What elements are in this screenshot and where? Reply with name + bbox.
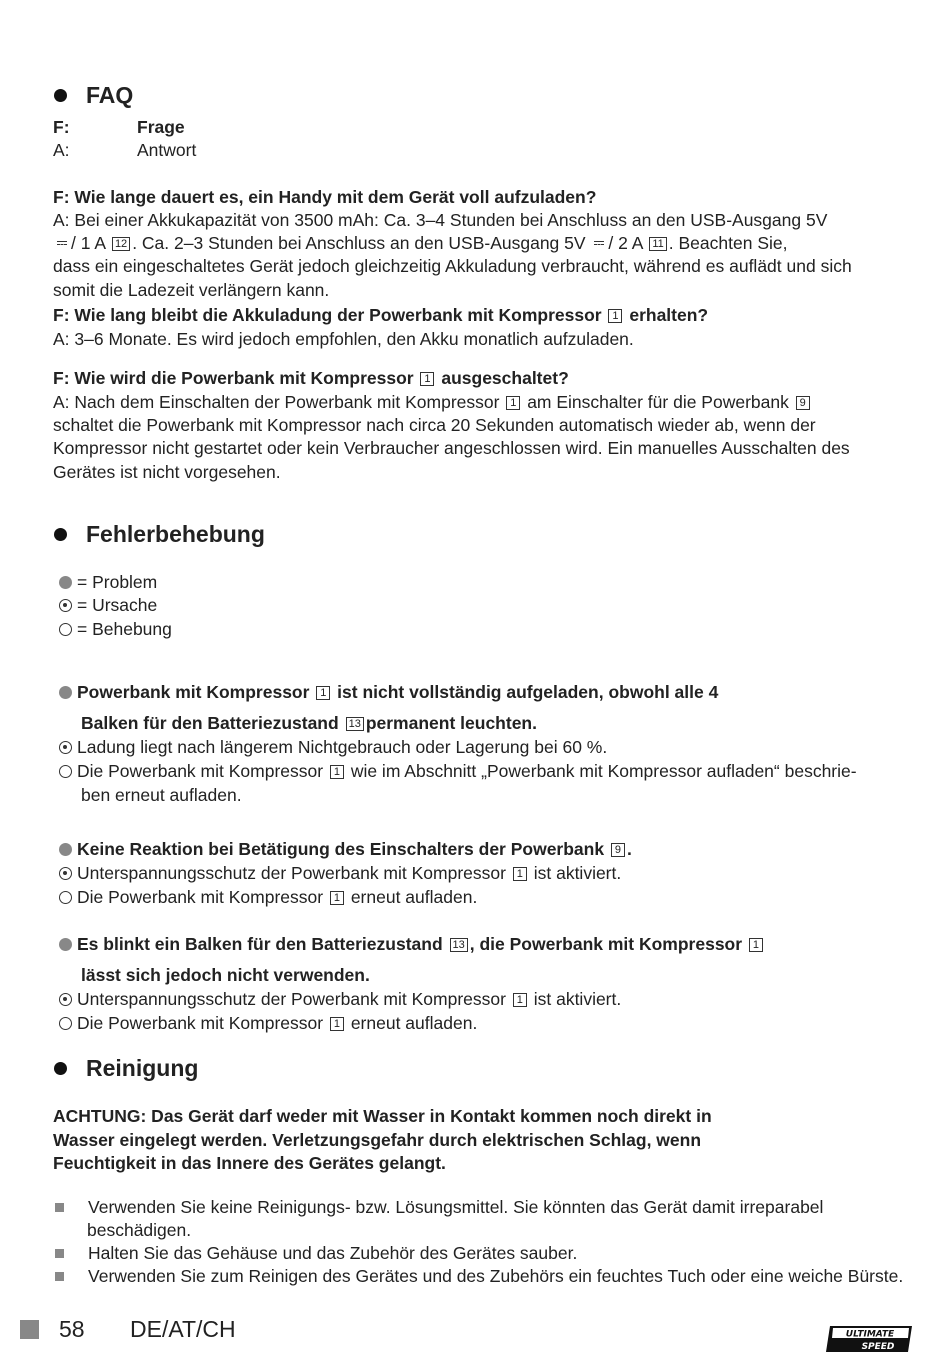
cause-icon	[59, 867, 72, 880]
faq-answer-1-line-3: dass ein eingeschaltetes Gerät jedoch gleichzeitig Akkuladung verbraucht, während es auflädt und sich	[53, 256, 852, 276]
problem-icon	[59, 938, 72, 951]
fix-3: Die Powerbank mit Kompressor 1 erneut aufladen.	[59, 1012, 477, 1035]
cleaning-warning-line-3: Feuchtigkeit in das Innere des Gerätes gelangt.	[53, 1153, 446, 1173]
ref-number: 13	[346, 717, 364, 731]
problem-icon	[59, 843, 72, 856]
ref-number: 1	[330, 891, 344, 905]
problem-icon	[59, 576, 72, 589]
problem-1-cont: Balken für den Batteriezustand 13 permanent leuchten.	[81, 713, 537, 733]
ref-number: 1	[513, 867, 527, 881]
direct-current-icon	[594, 241, 604, 245]
direct-current-icon	[57, 241, 67, 245]
faq-answer-2: A: 3–6 Monate. Es wird jedoch empfohlen, den Akku monatlich aufzuladen.	[53, 329, 634, 349]
faq-question-3: F: Wie wird die Powerbank mit Kompressor 1 ausgeschaltet?	[53, 368, 569, 388]
cause-icon	[59, 993, 72, 1006]
page-number: 58	[59, 1316, 85, 1342]
cause-3: Unterspannungsschutz der Powerbank mit Kompressor 1 ist aktiviert.	[59, 988, 621, 1011]
fix-icon	[59, 765, 72, 778]
faq-answer-3-line-3: Kompressor nicht gestartet oder kein Verbraucher angeschlossen wird. Ein manuelles Ausschalten des	[53, 438, 850, 458]
cause-icon	[59, 741, 72, 754]
faq-answer-1-line-1: A: Bei einer Akkukapazität von 3500 mAh: Ca. 3–4 Stunden bei Anschluss an den USB-Ausgang 5V	[53, 210, 828, 230]
ref-number: 9	[611, 843, 625, 857]
cleaning-warning-line-1: ACHTUNG: Das Gerät darf weder mit Wasser in Kontakt kommen noch direkt in	[53, 1106, 712, 1126]
square-bullet-icon	[55, 1249, 64, 1258]
locale-label: DE/AT/CH	[130, 1316, 236, 1342]
cleaning-item-2: Halten Sie das Gehäuse und das Zubehör des Gerätes sauber.	[55, 1242, 577, 1265]
footer-square-icon	[20, 1320, 39, 1339]
ref-number: 1	[513, 993, 527, 1007]
fix-icon	[59, 1017, 72, 1030]
fix-icon	[59, 623, 72, 636]
ref-number: 1	[316, 686, 330, 700]
square-bullet-icon	[55, 1203, 64, 1212]
ref-number: 11	[649, 237, 666, 251]
ref-number: 1	[330, 765, 344, 779]
fix-1: Die Powerbank mit Kompressor 1 wie im Abschnitt „Powerbank mit Kompressor aufladen“ beschrie-	[59, 760, 857, 783]
cause-1: Ladung liegt nach längerem Nichtgebrauch oder Lagerung bei 60 %.	[59, 736, 607, 759]
ref-number: 1	[749, 938, 763, 952]
faq-question-1: F: Wie lange dauert es, ein Handy mit dem Gerät voll aufzuladen?	[53, 187, 597, 207]
bullet-dot-icon	[54, 528, 67, 541]
ref-number: 13	[450, 938, 468, 952]
ref-number: 1	[420, 372, 434, 386]
cleaning-warning-line-2: Wasser eingelegt werden. Verletzungsgefahr durch elektrischen Schlag, wenn	[53, 1130, 702, 1150]
legend-answer: A: Antwort	[53, 140, 197, 160]
ref-number: 1	[608, 309, 622, 323]
fix-icon	[59, 891, 72, 904]
problem-1: Powerbank mit Kompressor 1 ist nicht vollständig aufgeladen, obwohl alle 4	[59, 681, 718, 704]
legend-cause: = Ursache	[59, 594, 157, 617]
fix-2: Die Powerbank mit Kompressor 1 erneut aufladen.	[59, 886, 477, 909]
faq-answer-3-line-1: A: Nach dem Einschalten der Powerbank mit Kompressor 1 am Einschalter für die Powerbank 9	[53, 391, 812, 414]
ref-number: 12	[112, 237, 130, 251]
cleaning-item-1-cont: beschädigen.	[87, 1220, 192, 1240]
problem-3-cont: lässt sich jedoch nicht verwenden.	[81, 965, 370, 985]
cleaning-heading: Reinigung	[54, 1055, 198, 1082]
bullet-dot-icon	[54, 89, 67, 102]
troubleshooting-heading: Fehlerbehebung	[54, 521, 265, 548]
legend-problem: = Problem	[59, 571, 157, 594]
fix-1-cont: ben erneut aufladen.	[81, 785, 242, 805]
svg-text:ULTIMATE: ULTIMATE	[845, 1329, 895, 1340]
bullet-dot-icon	[54, 1062, 67, 1075]
ref-number: 1	[506, 396, 520, 410]
svg-text:SPEED: SPEED	[861, 1342, 895, 1352]
faq-heading: FAQ	[54, 82, 133, 109]
legend-question: F: Frage	[53, 117, 185, 137]
ref-number: 1	[330, 1017, 344, 1031]
legend-fix: = Behebung	[59, 618, 172, 641]
faq-answer-3-line-4: Gerätes ist nicht vorgesehen.	[53, 462, 281, 482]
cleaning-item-3: Verwenden Sie zum Reinigen des Gerätes und des Zubehörs ein feuchtes Tuch oder eine weiche Bürste.	[55, 1265, 903, 1288]
faq-answer-1-line-2: / 1 A 12 . Ca. 2–3 Stunden bei Anschluss an den USB-Ausgang 5V / 2 A 11 . Beachten Sie,	[53, 232, 787, 255]
problem-2: Keine Reaktion bei Betätigung des Einschalters der Powerbank 9 .	[59, 838, 632, 861]
cleaning-item-1: Verwenden Sie keine Reinigungs- bzw. Lösungsmittel. Sie könnten das Gerät damit irreparabel	[55, 1196, 823, 1219]
faq-question-2: F: Wie lang bleibt die Akkuladung der Powerbank mit Kompressor 1 erhalten?	[53, 305, 709, 325]
problem-3: Es blinkt ein Balken für den Batteriezustand 13 , die Powerbank mit Kompressor 1	[59, 933, 765, 956]
problem-icon	[59, 686, 72, 699]
cause-icon	[59, 599, 72, 612]
brand-logo	[826, 1325, 912, 1353]
square-bullet-icon	[55, 1272, 64, 1281]
ref-number: 9	[796, 396, 810, 410]
faq-answer-3-line-2: schaltet die Powerbank mit Kompressor nach circa 20 Sekunden automatisch wieder ab, wenn der	[53, 415, 816, 435]
faq-answer-1-line-4: somit die Ladezeit verlängern kann.	[53, 280, 330, 300]
cause-2: Unterspannungsschutz der Powerbank mit Kompressor 1 ist aktiviert.	[59, 862, 621, 885]
